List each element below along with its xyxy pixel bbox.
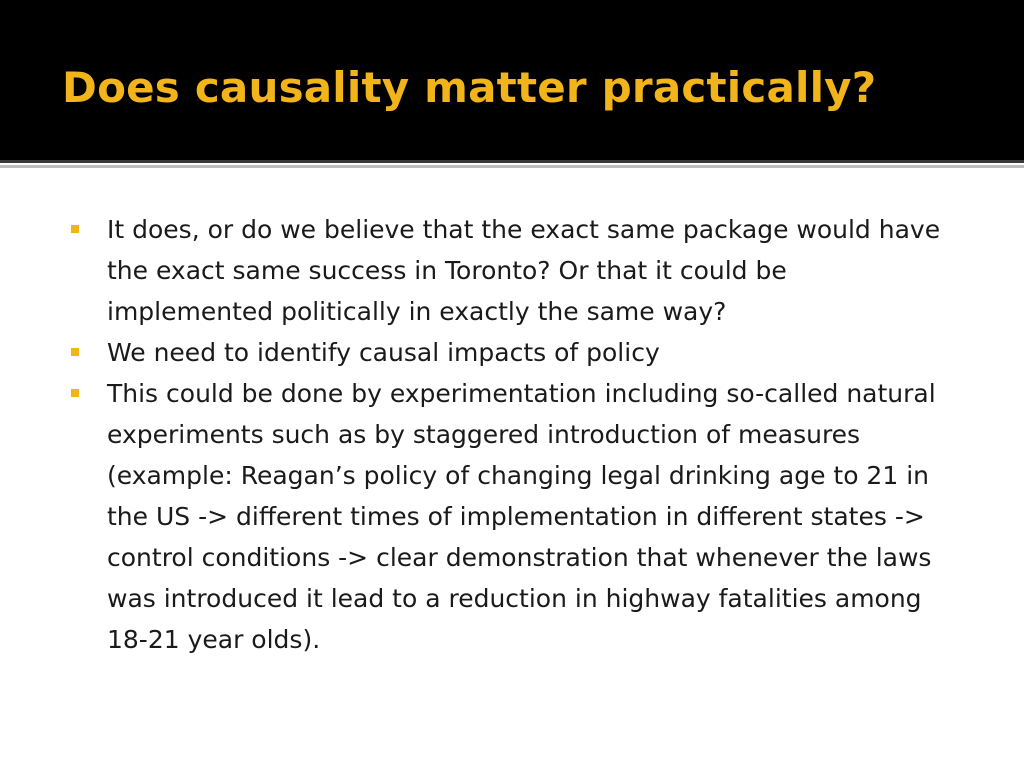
bullet-text: We need to identify causal impacts of policy — [107, 338, 660, 367]
bullet-item-3 — [107, 373, 959, 660]
bullet-item-2 — [107, 332, 959, 373]
bullet-list — [107, 209, 959, 660]
bullet-text: This could be done by experimentation including so-called natural experiments such as by staggered introduction of measures (example: Reagan’s policy of changing legal drinking age to 21 in the US -> different times of implementation in different states -> control conditions -> clear demonstration that whenever the laws was introduced it lead to a reduction in highway fatalities among 18-21 year olds). — [107, 379, 936, 654]
bullet-item-1 — [107, 209, 959, 332]
square-bullet-icon — [71, 389, 79, 397]
square-bullet-icon — [71, 348, 79, 356]
slide-title: Does causality matter practically? — [62, 63, 877, 112]
square-bullet-icon — [71, 225, 79, 233]
title-band — [0, 0, 1024, 160]
divider-light — [0, 165, 1024, 168]
divider-dark — [0, 160, 1024, 163]
bullet-text: It does, or do we believe that the exact same package would have the exact same success in Toronto? Or that it could be implemented politically in exactly the same way? — [107, 215, 941, 326]
